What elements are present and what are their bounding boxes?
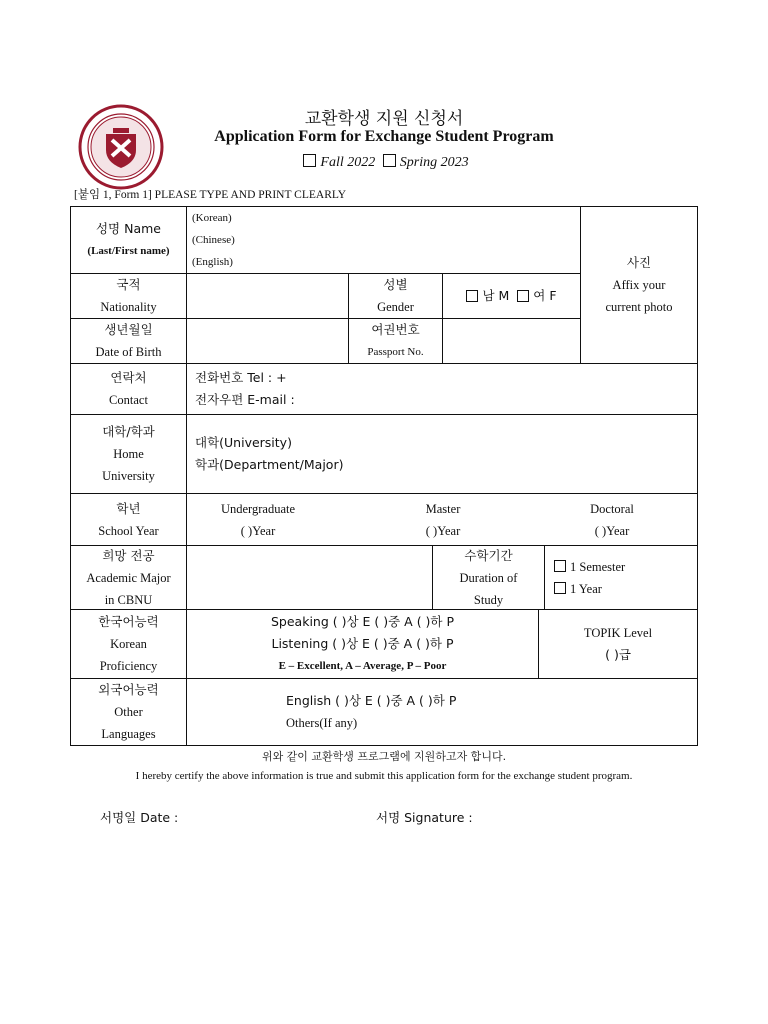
topik-level[interactable]: TOPIK Level ( )급	[583, 626, 653, 662]
signature-field[interactable]: 서명 Signature :	[376, 810, 473, 825]
department-field[interactable]: 학과(Department/Major)	[195, 457, 344, 472]
one-semester-checkbox[interactable]	[554, 560, 566, 572]
nationality-field[interactable]	[187, 274, 348, 318]
english-level[interactable]: English ( )상 E ( )중 A ( )하 P	[286, 693, 457, 708]
name-korean-field[interactable]: (Korean)	[192, 212, 232, 224]
male-checkbox[interactable]	[466, 290, 478, 302]
contact-fields[interactable]	[195, 364, 685, 414]
fall-label: Fall 2022	[320, 155, 376, 170]
signature-date-field[interactable]: 서명일 Date :	[100, 810, 179, 825]
dob-label: 생년월일 Date of Birth	[95, 322, 162, 359]
form-title-english: Application Form for Exchange Student Program	[214, 128, 554, 145]
university-field[interactable]: 대학(University)	[195, 435, 292, 450]
nationality-label: 국적 Nationality	[100, 277, 157, 314]
one-year-checkbox[interactable]	[554, 582, 566, 594]
speaking-level[interactable]: Speaking ( )상 E ( )중 A ( )하 P	[270, 614, 455, 629]
doctoral-year[interactable]: Doctoral ( )Year	[590, 501, 634, 538]
contact-label: 연락처 Contact	[109, 370, 148, 407]
undergrad-year[interactable]: Undergraduate ( )Year	[220, 501, 296, 538]
other-languages-fields[interactable]	[286, 679, 686, 745]
university-fields[interactable]	[195, 415, 685, 493]
certify-korean: 위와 같이 교환학생 프로그램에 지원하고자 합니다.	[261, 750, 507, 763]
name-english-field[interactable]: (English)	[192, 256, 233, 268]
major-field[interactable]	[187, 546, 432, 609]
name-chinese-field[interactable]: (Chinese)	[192, 234, 235, 246]
female-checkbox[interactable]	[517, 290, 529, 302]
other-languages-label: 외국어능력 Other Languages	[98, 682, 159, 741]
dob-field[interactable]	[187, 319, 348, 363]
spring-label: Spring 2023	[399, 155, 469, 170]
email-field[interactable]: 전자우편 E-mail :	[195, 392, 295, 407]
korean-label: 한국어능력 Korean Proficiency	[98, 614, 159, 673]
spring-checkbox[interactable]	[383, 154, 396, 167]
form-title-korean: 교환학생 지원 신청서	[304, 109, 464, 129]
university-label: 대학/학과 Home University	[102, 424, 155, 483]
name-fields[interactable]	[192, 207, 572, 273]
korean-levels[interactable]	[187, 610, 538, 678]
passport-field[interactable]	[443, 319, 580, 363]
others-field[interactable]: Others(If any)	[286, 716, 358, 730]
tel-field[interactable]: 전화번호 Tel : +	[195, 370, 287, 385]
semester-options	[0, 154, 768, 171]
duration-options: 1 Semester 1 Year	[554, 546, 694, 609]
duration-label: 수학기간 Duration of Study	[459, 547, 518, 607]
form-reference: [붙임 1, Form 1] PLEASE TYPE AND PRINT CLEARLY	[74, 189, 347, 201]
school-year-label: 학년 School Year	[98, 500, 159, 538]
fall-checkbox[interactable]	[303, 154, 316, 167]
listening-level[interactable]: Listening ( )상 E ( )중 A ( )하 P	[271, 636, 454, 651]
major-label: 희망 전공 Academic Major in CBNU	[86, 547, 171, 607]
passport-label: 여권번호 Passport No.	[367, 322, 424, 358]
name-label: 성명 Name (Last/First name)	[87, 221, 170, 257]
master-year[interactable]: Master ( )Year	[425, 501, 461, 538]
photo-area[interactable]: 사진 Affix your current photo	[605, 255, 673, 314]
certify-english: I hereby certify the above information is true and submit this application form for the exchange student program.	[135, 770, 633, 782]
level-legend: E – Excellent, A – Average, P – Poor	[278, 660, 447, 672]
gender-label: 성별 Gender	[377, 277, 414, 314]
gender-options: 남 M 여 F	[443, 274, 580, 318]
